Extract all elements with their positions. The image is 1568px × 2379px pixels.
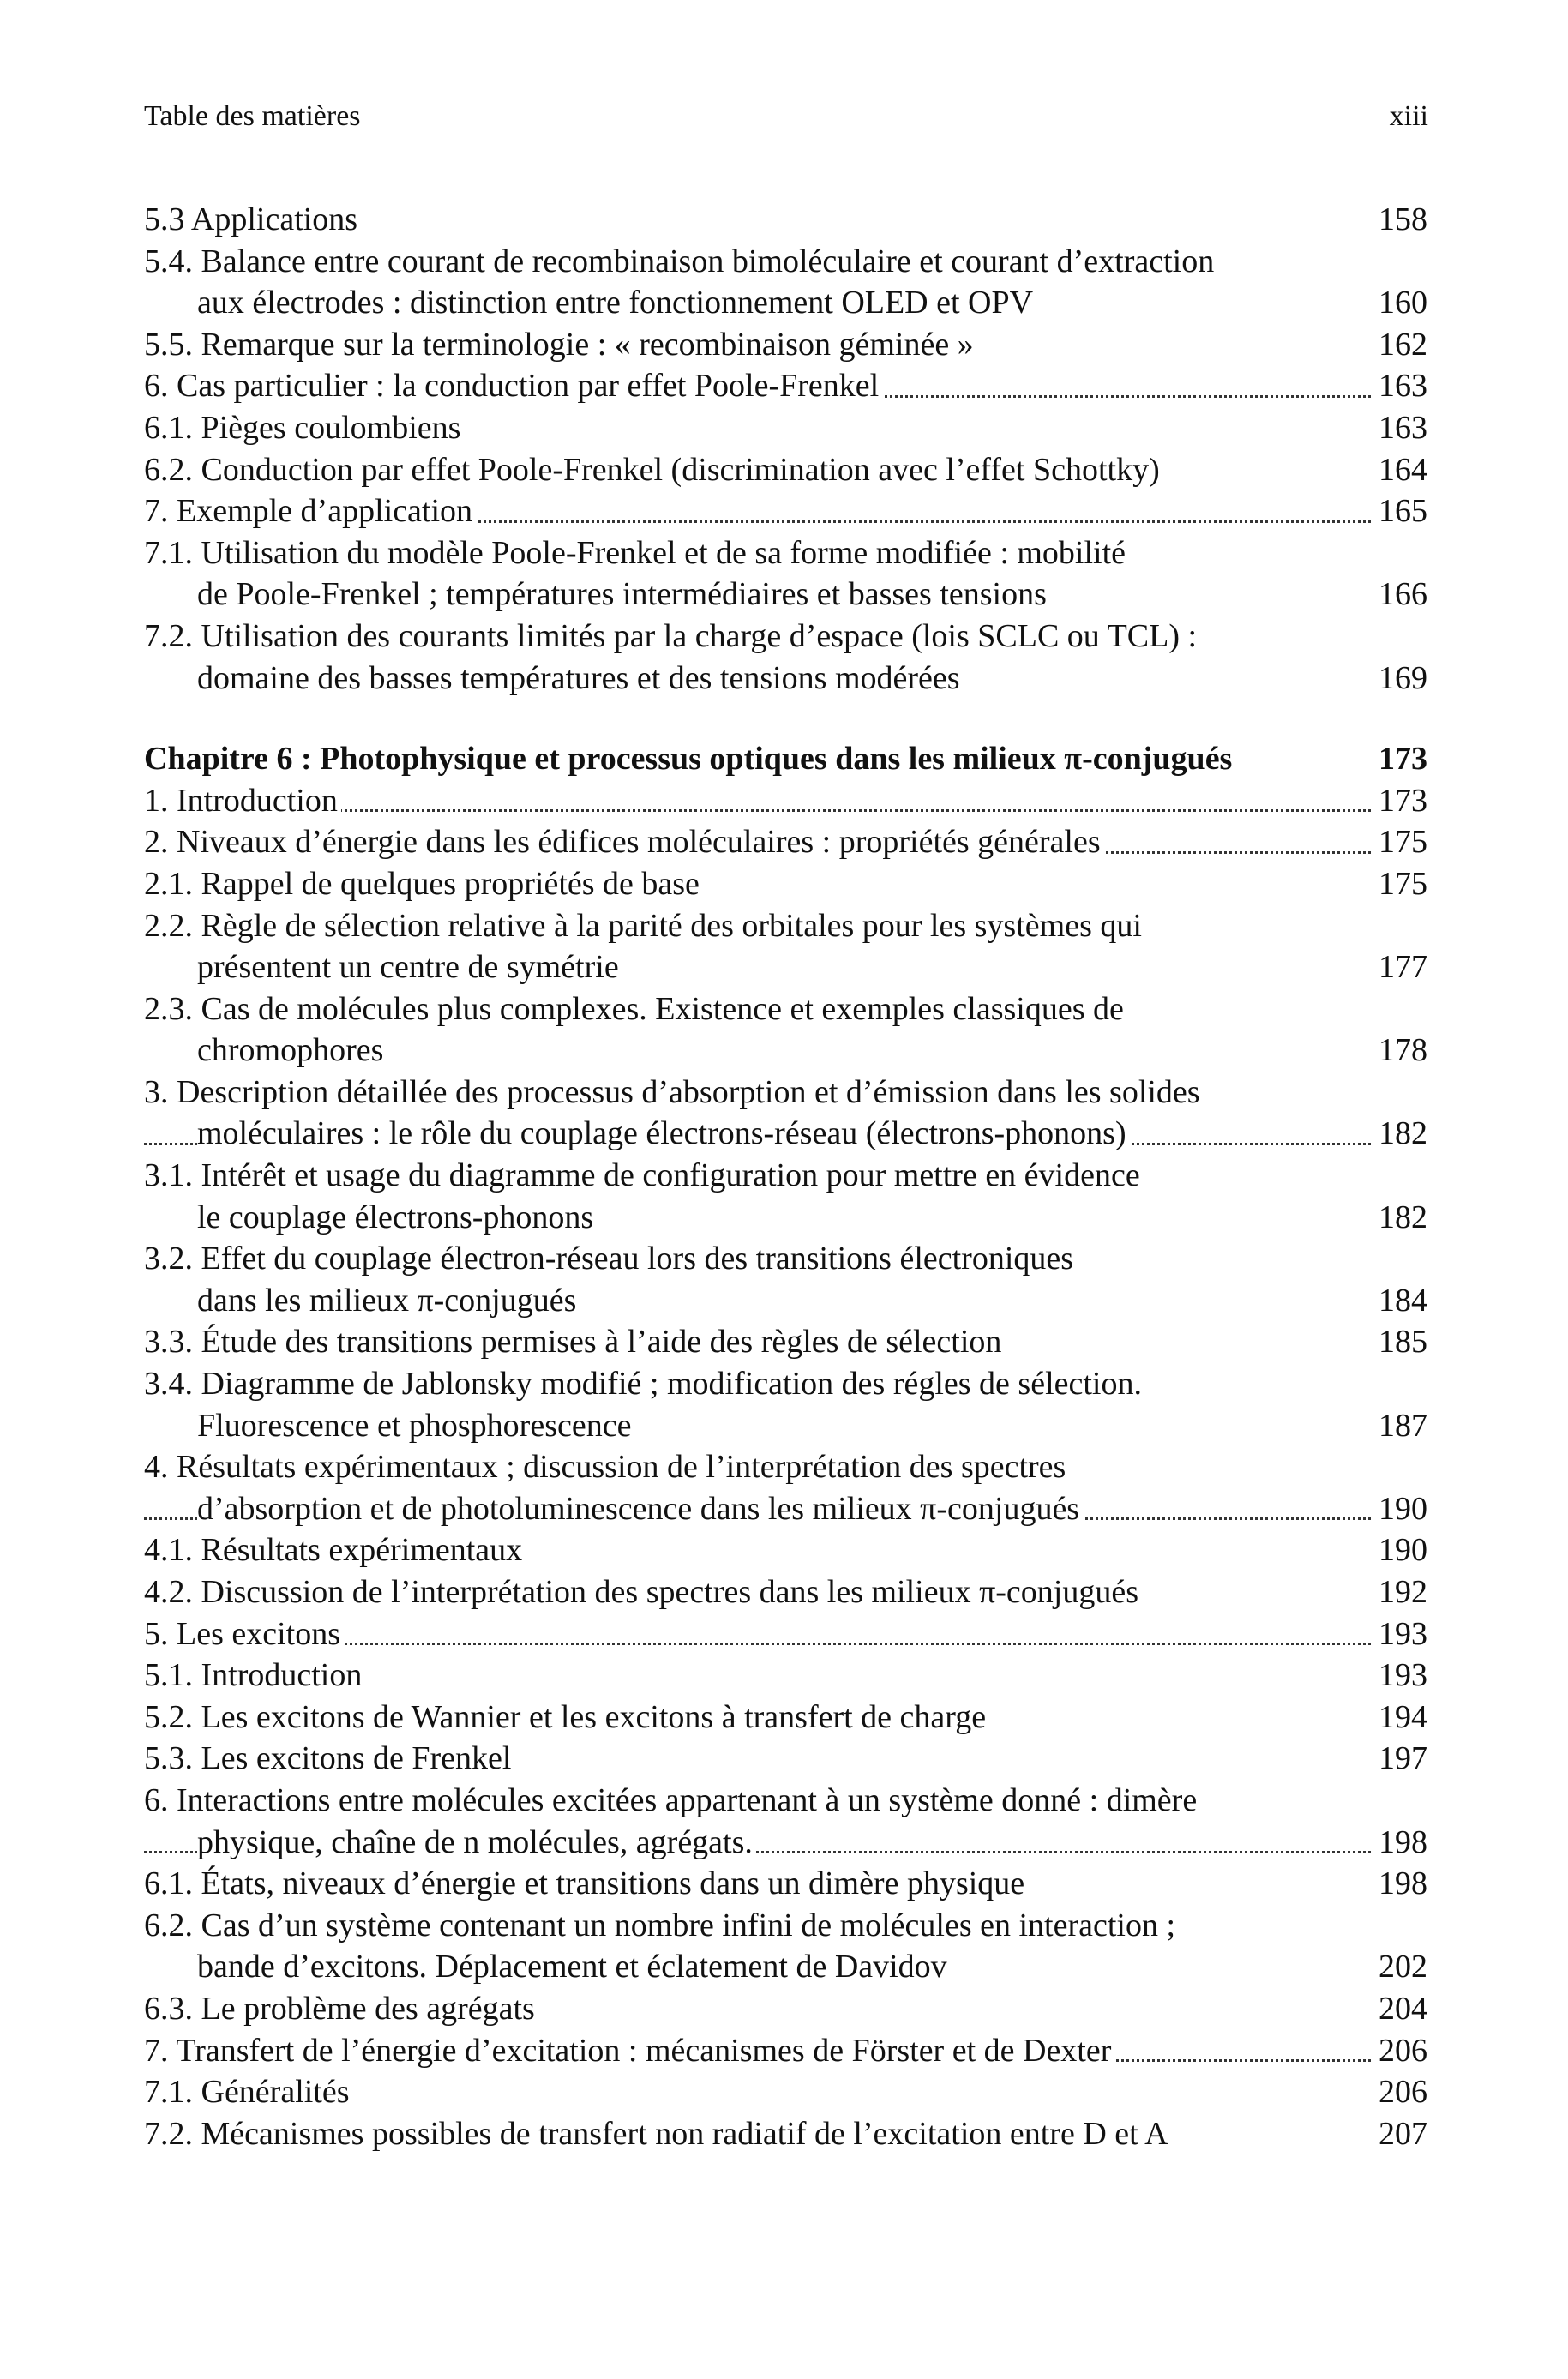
toc-entry-page-number: 204: [1373, 1988, 1427, 2030]
toc-entry-page-number: 177: [1373, 946, 1427, 988]
toc-entry-title: 6.3. Le problème des agrégats: [144, 1991, 538, 2027]
toc-entry-line: [144, 1072, 1427, 1114]
toc-entry-line: [144, 574, 1427, 616]
toc-entry-page-number: 173: [1373, 780, 1427, 822]
toc-entry-page-number: 207: [1373, 2113, 1427, 2155]
toc-entry-title: présentent un centre de symétrie: [197, 949, 622, 985]
toc-entry: [144, 1072, 1427, 1155]
toc-entry-line: [144, 1655, 1427, 1697]
toc-entry-line: [144, 324, 1427, 366]
toc-entry-line: [144, 988, 1427, 1030]
toc-entry-page-number: 162: [1373, 324, 1427, 366]
toc-entry-line: [144, 1697, 1427, 1739]
toc-entry-page-number: 175: [1373, 863, 1427, 905]
toc-entry-line: [144, 407, 1427, 449]
toc-entry-line: [144, 658, 1427, 700]
toc-entry-line: [144, 1238, 1427, 1280]
toc-entry: [144, 1863, 1427, 1905]
toc-entry: [144, 1905, 1427, 1988]
toc-entry: [144, 1155, 1427, 1238]
toc-entry-title: d’absorption et de photoluminescence dans les milieux π-conjugués: [197, 1491, 1083, 1527]
toc-entry-line: [144, 1529, 1427, 1571]
toc-entry-page-number: 193: [1373, 1655, 1427, 1697]
toc-entry-line: [144, 1863, 1427, 1905]
toc-entry-line: [144, 738, 1427, 780]
toc-entry: [144, 2113, 1427, 2155]
toc-entry-page-number: 190: [1373, 1529, 1427, 1571]
toc-entry: [144, 1613, 1427, 1655]
toc-entry: [144, 1571, 1427, 1613]
toc-entry-line: [144, 1197, 1427, 1239]
toc-entry-page-number: 187: [1373, 1405, 1427, 1447]
toc-entry: [144, 821, 1427, 863]
toc-entry-title: 5.5. Remarque sur la terminologie : « recombinaison géminée »: [144, 327, 977, 363]
toc-entry: [144, 988, 1427, 1072]
toc-entry-title: 2. Niveaux d’énergie dans les édifices moléculaires : propriétés générales: [144, 824, 1104, 860]
toc-entry: [144, 1655, 1427, 1697]
toc-entry-title: 5.3 Applications: [144, 201, 361, 237]
running-header-page-number: xiii: [1389, 100, 1428, 132]
toc-entry-line: [144, 532, 1427, 574]
toc-entry-line: [144, 1488, 1427, 1530]
toc-entry-title: 4.2. Discussion de l’interprétation des spectres dans les milieux π-conjugués: [144, 1574, 1142, 1610]
toc-entry-title: le couplage électrons-phonons: [197, 1199, 597, 1235]
toc-entry-title: 7.1. Utilisation du modèle Poole-Frenkel et de sa forme modifiée : mobilité: [144, 535, 1129, 571]
toc-entry-title: 4. Résultats expérimentaux ; discussion de l’interprétation des spectres: [144, 1449, 1069, 1485]
running-header: [144, 96, 1428, 137]
toc-entry-line: [144, 821, 1427, 863]
toc-entry-line: [144, 2071, 1427, 2113]
toc-entry: [144, 1321, 1427, 1363]
toc-entry-title: moléculaires : le rôle du couplage électrons-réseau (électrons-phonons): [197, 1115, 1130, 1151]
toc-entry-page-number: 164: [1373, 449, 1427, 491]
toc-entry-line: [144, 1822, 1427, 1864]
toc-entry-page-number: 206: [1373, 2071, 1427, 2113]
toc-entry-title: dans les milieux π-conjugués: [197, 1283, 580, 1319]
toc-entry-title: aux électrodes : distinction entre fonctionnement OLED et OPV: [197, 285, 1036, 321]
toc-entry-line: [144, 1321, 1427, 1363]
toc-entry-title: 5.1. Introduction: [144, 1657, 365, 1693]
toc-entry-line: [144, 1613, 1427, 1655]
toc-entry-page-number: 198: [1373, 1863, 1427, 1905]
toc-entry: [144, 2030, 1427, 2072]
toc-entry-title: 6.2. Conduction par effet Poole-Frenkel (discrimination avec l’effet Schottky): [144, 452, 1163, 488]
toc-entry-page-number: 206: [1373, 2030, 1427, 2072]
toc-entry-page-number: 178: [1373, 1030, 1427, 1072]
toc-entry-line: [144, 2113, 1427, 2155]
toc-entry-line: [144, 1155, 1427, 1197]
toc-entry-page-number: 192: [1373, 1571, 1427, 1613]
toc-entry-page-number: 163: [1373, 365, 1427, 407]
toc-entry: [144, 1529, 1427, 1571]
toc-entry: [144, 2071, 1427, 2113]
toc-entry-line: [144, 1905, 1427, 1947]
toc-entry-title: 6. Interactions entre molécules excitées appartenant à un système donné : dimère: [144, 1782, 1200, 1818]
toc-entry: [144, 1738, 1427, 1780]
toc-entry-line: [144, 905, 1427, 947]
toc-entry: [144, 199, 1427, 241]
toc-entry-title: 3.4. Diagramme de Jablonsky modifié ; modification des régles de sélection.: [144, 1366, 1145, 1402]
toc-entry: [144, 449, 1427, 491]
toc-entry-page-number: 166: [1373, 574, 1427, 616]
toc-entry-title: 7. Transfert de l’énergie d’excitation : mécanismes de Förster et de Dexter: [144, 2033, 1114, 2069]
toc-entry-page-number: 158: [1373, 199, 1427, 241]
toc-entry: [144, 1780, 1427, 1863]
toc-entry-title: 2.2. Règle de sélection relative à la parité des orbitales pour les systèmes qui: [144, 908, 1145, 944]
toc-entry-title: 7.1. Généralités: [144, 2074, 353, 2110]
toc-entry-title: 2.1. Rappel de quelques propriétés de base: [144, 866, 703, 902]
toc-entry-page-number: 198: [1373, 1822, 1427, 1864]
toc-entry-line: [144, 1446, 1427, 1488]
toc-entry-title: physique, chaîne de n molécules, agrégats.: [197, 1824, 756, 1860]
toc-entry: [144, 324, 1427, 366]
toc-entry-line: [144, 1113, 1427, 1155]
toc-entry-line: [144, 946, 1427, 988]
toc-entry-line: [144, 282, 1427, 324]
toc-entry-title: 3.1. Intérêt et usage du diagramme de configuration pour mettre en évidence: [144, 1157, 1144, 1193]
chapter-heading: [144, 738, 1427, 780]
toc-entry-title: 1. Introduction: [144, 783, 341, 819]
toc-entry: [144, 616, 1427, 699]
toc-entry: [144, 241, 1427, 324]
toc-entry-line: [144, 863, 1427, 905]
toc-entry-title: bande d’excitons. Déplacement et éclatement de Davidov: [197, 1949, 951, 1985]
toc-entry-page-number: 175: [1373, 821, 1427, 863]
toc-entry: [144, 780, 1427, 822]
toc-entry-page-number: 163: [1373, 407, 1427, 449]
toc-entry-page-number: 184: [1373, 1280, 1427, 1322]
toc-entry-title: chromophores: [197, 1032, 387, 1068]
toc-entry: [144, 1446, 1427, 1529]
toc-entry-line: [144, 490, 1427, 532]
toc-entry-title: 3.3. Étude des transitions permises à l’aide des règles de sélection: [144, 1324, 1005, 1360]
toc-entry-title: 6.1. États, niveaux d’énergie et transitions dans un dimère physique: [144, 1865, 1028, 1901]
toc-entry: [144, 365, 1427, 407]
toc-entry-title: Fluorescence et phosphorescence: [197, 1408, 634, 1444]
toc-entry-line: [144, 1738, 1427, 1780]
toc-entry-title: 6. Cas particulier : la conduction par effet Poole-Frenkel: [144, 368, 882, 404]
toc-entry: [144, 1363, 1427, 1446]
toc-entry-line: [144, 1030, 1427, 1072]
toc-entry: [144, 863, 1427, 905]
toc-entry: [144, 407, 1427, 449]
toc-entry-page-number: 193: [1373, 1613, 1427, 1655]
toc-entry-line: [144, 1571, 1427, 1613]
toc-entry: [144, 490, 1427, 532]
toc-entry-title: 5.2. Les excitons de Wannier et les excitons à transfert de charge: [144, 1699, 989, 1735]
toc-entry-line: [144, 1780, 1427, 1822]
toc-entry-page-number: 160: [1373, 282, 1427, 324]
toc-entry-page-number: 190: [1373, 1488, 1427, 1530]
toc-entry-page-number: 202: [1373, 1946, 1427, 1988]
toc-entry-title: Chapitre 6 : Photophysique et processus optiques dans les milieux π-conjugués: [144, 741, 1241, 777]
toc-entry-title: 7.2. Mécanismes possibles de transfert non radiatif de l’excitation entre D et A: [144, 2116, 1172, 2152]
toc-entry-page-number: 182: [1373, 1197, 1427, 1239]
toc-entry-line: [144, 1280, 1427, 1322]
toc-entry-page-number: 173: [1373, 738, 1427, 780]
toc-entry-line: [144, 365, 1427, 407]
toc-entry: [144, 1988, 1427, 2030]
toc-entry-page-number: 194: [1373, 1697, 1427, 1739]
running-header-title: Table des matières: [144, 100, 361, 132]
toc-entry-page-number: 169: [1373, 658, 1427, 700]
toc-entry-title: 7.2. Utilisation des courants limités par la charge d’espace (lois SCLC ou TCL) :: [144, 618, 1200, 654]
toc-entry-title: 4.1. Résultats expérimentaux: [144, 1532, 526, 1568]
toc-entry-title: 5. Les excitons: [144, 1616, 344, 1652]
toc-entry-page-number: 182: [1373, 1113, 1427, 1155]
toc-entry: [144, 1238, 1427, 1321]
toc-entry-title: 5.3. Les excitons de Frenkel: [144, 1740, 514, 1776]
toc-entry-line: [144, 780, 1427, 822]
toc-entry-line: [144, 2030, 1427, 2072]
toc-entry-page-number: 197: [1373, 1738, 1427, 1780]
toc-entry-title: 5.4. Balance entre courant de recombinaison bimoléculaire et courant d’extraction: [144, 243, 1217, 279]
toc-entry-title: de Poole-Frenkel ; températures intermédiaires et basses tensions: [197, 576, 1050, 612]
toc-entry-line: [144, 616, 1427, 658]
toc-entry-title: 2.3. Cas de molécules plus complexes. Existence et exemples classiques de: [144, 991, 1127, 1027]
toc-entry-line: [144, 1405, 1427, 1447]
toc-entry-page-number: 185: [1373, 1321, 1427, 1363]
toc-entry-title: 6.2. Cas d’un système contenant un nombre infini de molécules en interaction ;: [144, 1907, 1179, 1943]
toc-entry-line: [144, 199, 1427, 241]
toc-entry-line: [144, 1946, 1427, 1988]
toc-entry-line: [144, 241, 1427, 283]
toc-entry: [144, 905, 1427, 988]
toc-entry-title: 3.2. Effet du couplage électron-réseau lors des transitions électroniques: [144, 1241, 1077, 1277]
toc-entry: [144, 1697, 1427, 1739]
toc-entry-line: [144, 1988, 1427, 2030]
toc-entry-line: [144, 449, 1427, 491]
toc-entry-title: domaine des basses températures et des tensions modérées: [197, 660, 964, 696]
toc-entry-line: [144, 1363, 1427, 1405]
table-of-contents: [144, 199, 1427, 2154]
toc-entry: [144, 532, 1427, 616]
toc-entry-title: 7. Exemple d’application: [144, 493, 476, 529]
toc-entry-title: 6.1. Pièges coulombiens: [144, 410, 464, 446]
toc-entry-page-number: 165: [1373, 490, 1427, 532]
toc-entry-title: 3. Description détaillée des processus d’absorption et d’émission dans les solides: [144, 1074, 1204, 1110]
